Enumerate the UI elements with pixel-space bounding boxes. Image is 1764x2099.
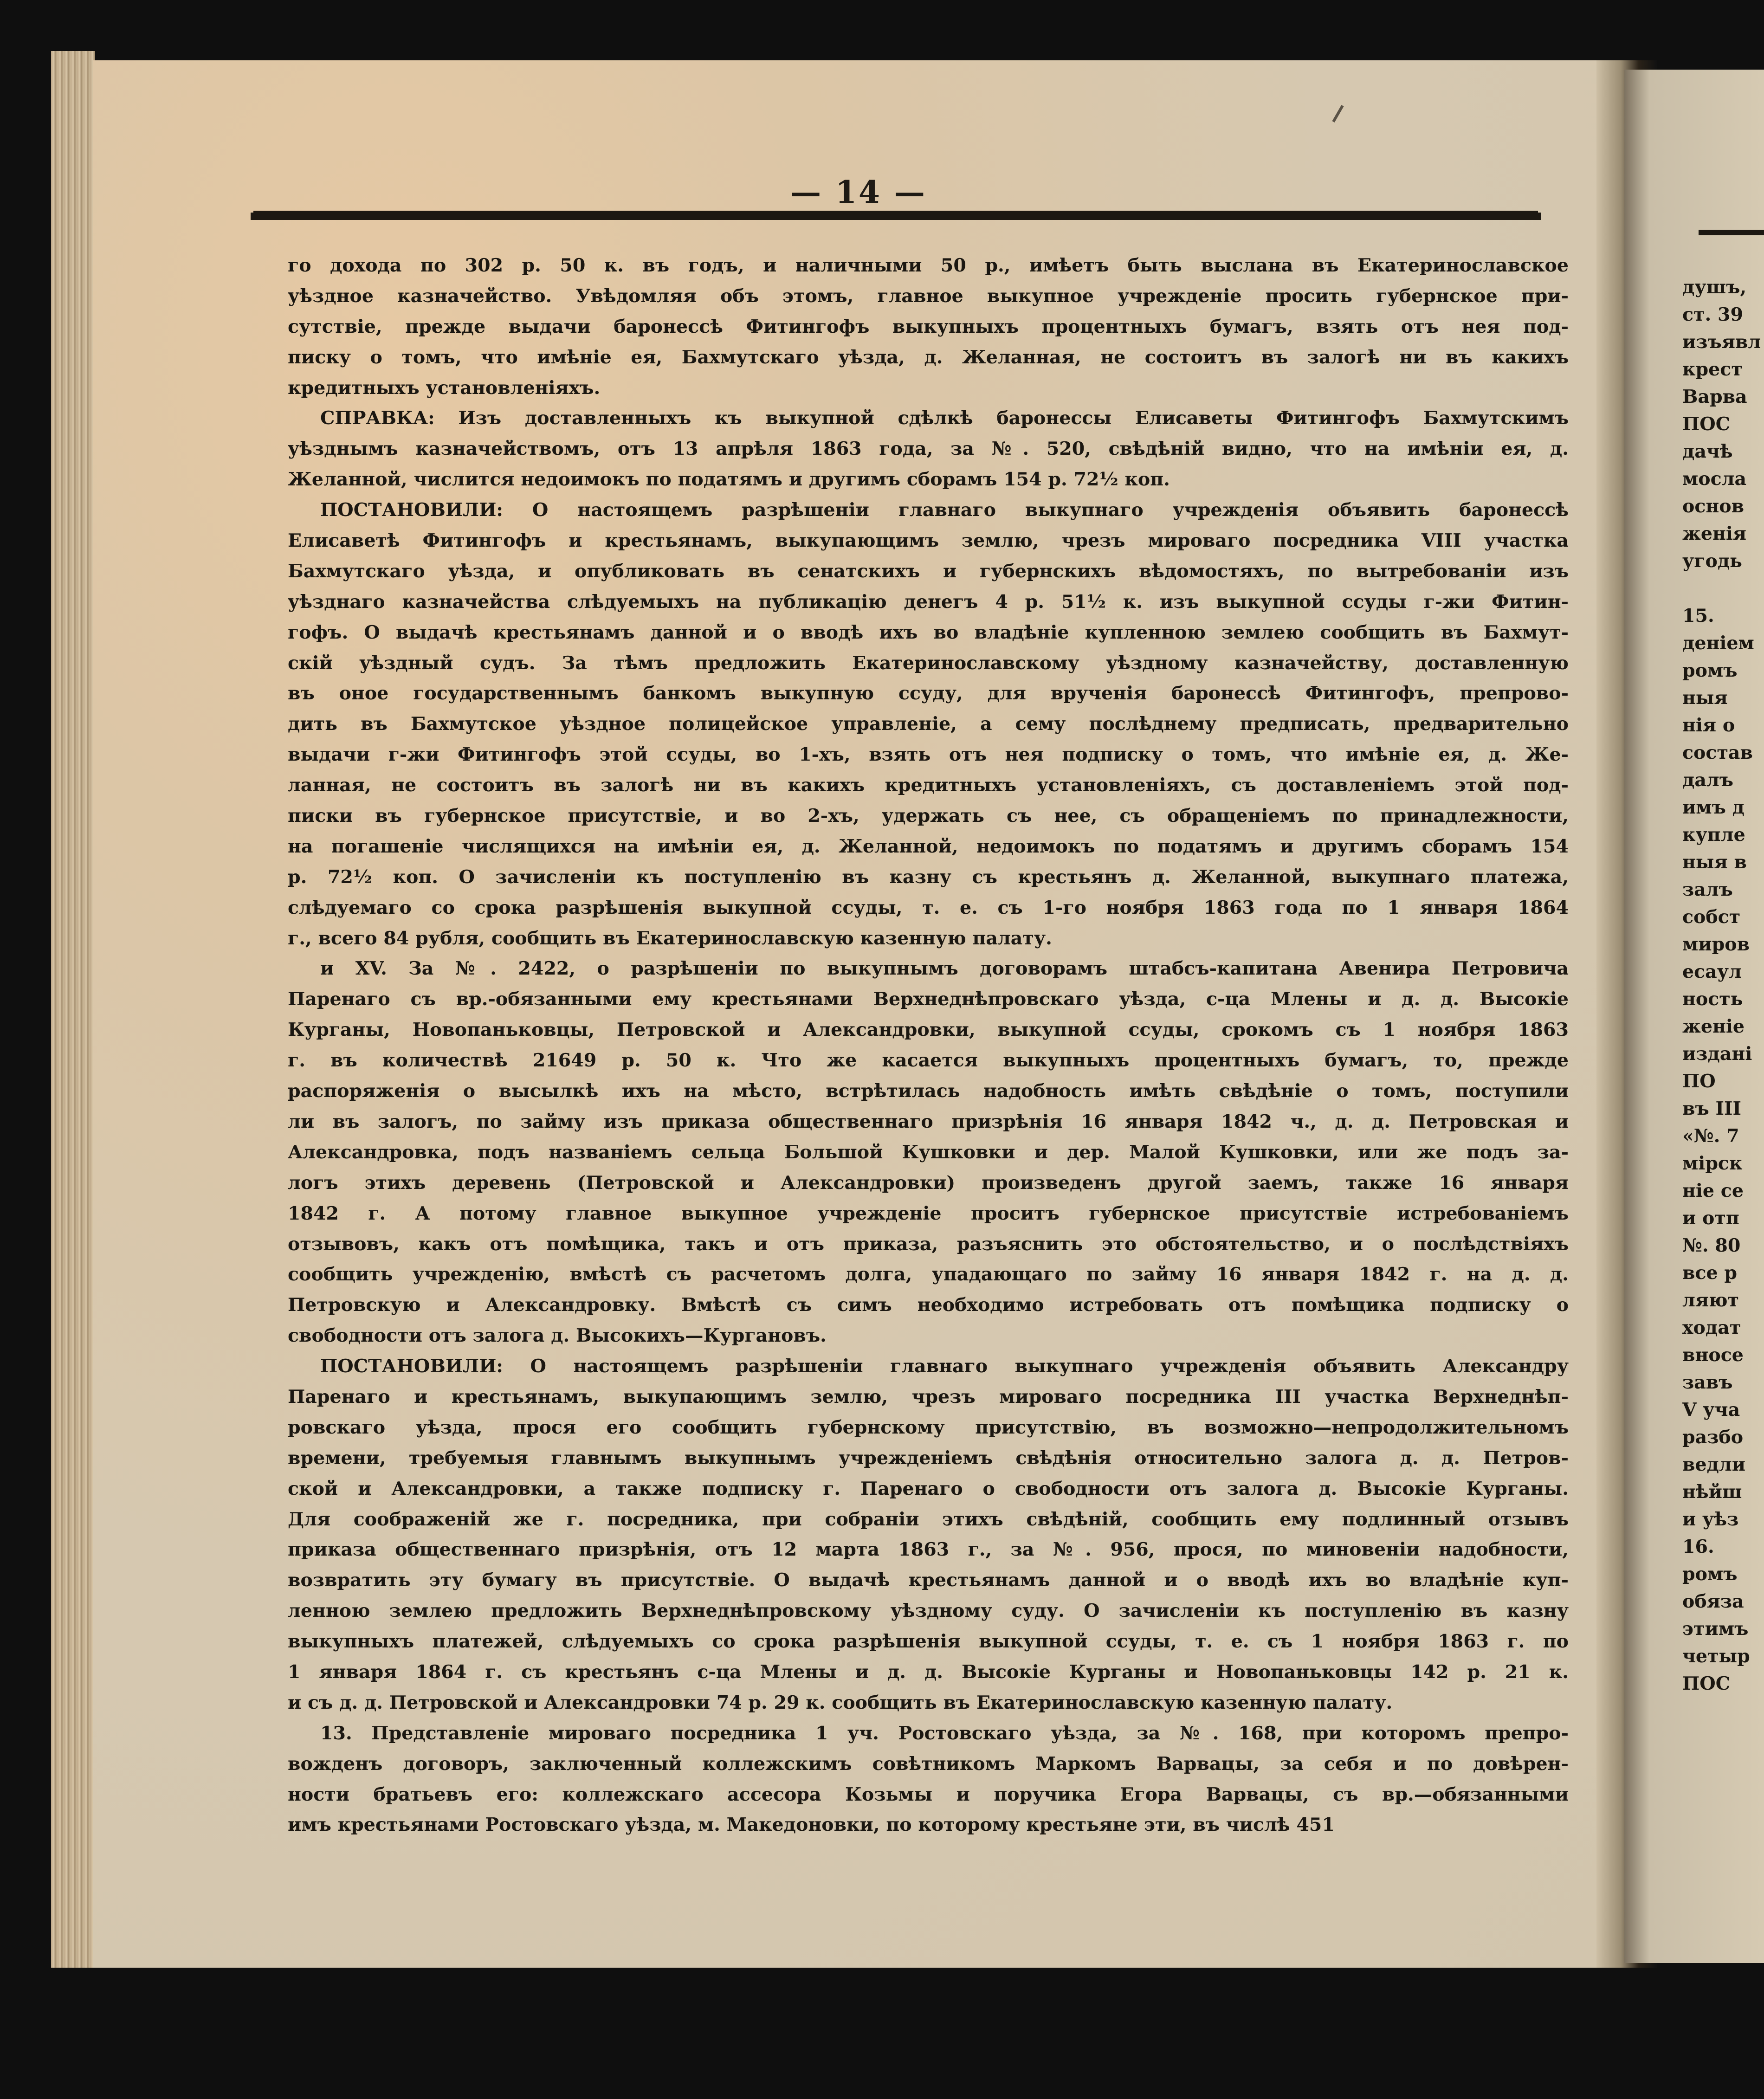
right-page-text-fragment (1682, 575, 1764, 602)
text-line: писки въ губернское присутствіе, и во 2-хъ, удержать съ нее, съ обращеніемъ по принадлежности, (288, 805, 1569, 827)
text-line: уѣзднаго казначейства слѣдуемыхъ на публикацію денегъ 4 р. 51½ к. изъ выкупной ссуды г-жи Фитин- (288, 591, 1569, 613)
text-line: ланная, не состоитъ въ залогѣ ни въ какихъ кредитныхъ установленіяхъ, съ доставленіемъ этой под- (288, 775, 1569, 796)
right-page-text-fragment: нія о (1682, 715, 1735, 736)
right-page-text-fragment: разбо (1682, 1427, 1744, 1448)
text-line: ровскаго уѣзда, прося его сообщить губернскому присутствію, въ возможно—непродолжительномъ (288, 1416, 1569, 1438)
text-line: ленною землею предложить Верхнеднѣпровскому уѣздному суду. О зачисленіи къ поступленію въ казну (288, 1600, 1569, 1622)
text-line: уѣзднымъ казначействомъ, отъ 13 апрѣля 1863 года, за №. 520, свѣдѣній видно, что на имѣніи ея, д. (288, 438, 1569, 460)
text-line: Для соображеній же г. посредника, при собраніи этихъ свѣдѣній, сообщить ему подлинный отзывъ (288, 1508, 1569, 1530)
text-line: ПОСТАНОВИЛИ: О настоящемъ разрѣшеніи главнаго выкупнаго учрежденія объявить баронессѣ (320, 499, 1569, 521)
text-line: ли въ залогъ, по займу изъ приказа общественнаго призрѣнія 16 января 1842 ч., д. д. Петровская и (288, 1111, 1569, 1132)
right-page-text-fragment: обяза (1682, 1591, 1744, 1612)
text-line: сообщить учрежденію, вмѣстѣ съ расчетомъ долга, упадающаго по займу 16 января 1842 г. на д. д. (288, 1264, 1569, 1285)
text-line: приказа общественнаго призрѣнія, отъ 12 марта 1863 г., за №. 956, прося, по миновеніи надобности, (288, 1539, 1569, 1561)
text-line: гофъ. О выдачѣ крестьянамъ данной и о вводѣ ихъ во владѣніе купленною землею сообщить въ Бахмут- (288, 621, 1569, 643)
text-line: Петровскую и Александровку. Вмѣстѣ съ симъ необходимо истребовать отъ помѣщика подписку о (288, 1294, 1569, 1316)
text-line: сутствіе, прежде выдачи баронессѣ Фитингофъ выкупныхъ процентныхъ бумагъ, взять отъ нея под- (288, 316, 1569, 337)
right-page-text-fragment: все р (1682, 1262, 1737, 1284)
text-line: выкупныхъ платежей, слѣдуемыхъ со срока разрѣшенія выкупной ссуды, т. е. съ 1 ноября 1863 г. по (288, 1631, 1569, 1653)
right-page-body-text (1682, 274, 1764, 1698)
text-line: логъ этихъ деревень (Петровской и Александровки) произведенъ другой заемъ, также 16 января (288, 1172, 1569, 1194)
right-page-text-fragment: деніем (1682, 633, 1754, 654)
right-page-text-fragment: собст (1682, 906, 1741, 928)
text-line: слѣдуемаго со срока разрѣшенія выкупной ссуды, т. е. съ 1-го ноября 1863 года по 1 января 1864 (288, 897, 1569, 918)
right-page-header-rule (1699, 230, 1764, 235)
right-page-text-fragment: изъявл (1682, 331, 1761, 353)
header-rule (251, 213, 1541, 220)
right-page-text-fragment: ходат (1682, 1317, 1741, 1338)
right-page-text-fragment: V уча (1682, 1399, 1740, 1421)
text-line: скій уѣздный судъ. За тѣмъ предложить Екатеринославскому уѣздному казначейству, доставленную (288, 652, 1569, 674)
text-line: 1 января 1864 г. съ крестьянъ с-ца Млены и д. д. Высокіе Курганы и Новопаньковцы 142 р. 21 к. (288, 1661, 1569, 1683)
text-line: кредитныхъ установленіяхъ. (288, 377, 601, 399)
text-line: свободности отъ залога д. Высокихъ—Кургановъ. (288, 1325, 827, 1347)
text-line: возвратить эту бумагу въ присутствіе. О выдачѣ крестьянамъ данной и о вводѣ ихъ во владѣніе куп- (288, 1569, 1569, 1591)
right-page-text-fragment: ляют (1682, 1290, 1739, 1311)
text-line: дить въ Бахмутское уѣздное полицейское управленіе, а сему послѣднему предписать, предварительно (288, 713, 1569, 735)
text-line: СПРАВКА: Изъ доставленныхъ къ выкупной сдѣлкѣ баронессы Елисаветы Фитингофъ Бахмутскимъ (320, 407, 1569, 429)
right-page-text-fragment: ныя (1682, 687, 1728, 709)
right-page-text-fragment: ромъ (1682, 1563, 1738, 1585)
right-page-text-fragment: вносе (1682, 1344, 1744, 1366)
text-line: 13. Представленіе мироваго посредника 1 уч. Ростовскаго уѣзда, за №. 168, при которомъ препро- (320, 1722, 1569, 1744)
right-page-text-fragment: ПОС (1682, 413, 1731, 435)
right-page-text-fragment: Варва (1682, 386, 1747, 407)
text-line: уѣздное казначейство. Увѣдомляя объ этомъ, главное выкупное учрежденіе просить губернское при- (288, 285, 1569, 307)
text-line: отзывовъ, какъ отъ помѣщика, такъ и отъ приказа, разъяснить это обстоятельство, и о послѣдствіяхъ (288, 1233, 1569, 1255)
right-page-text-fragment: и отп (1682, 1208, 1739, 1229)
right-page-text-fragment: 16. (1682, 1536, 1714, 1557)
right-page-text-fragment: дачѣ (1682, 441, 1733, 462)
right-page-text-fragment: четыр (1682, 1646, 1750, 1667)
right-page-text-fragment: душъ, (1682, 277, 1747, 298)
right-page-text-fragment: ведли (1682, 1454, 1746, 1475)
right-page-text-fragment: состав (1682, 742, 1753, 763)
book-page-edges (51, 51, 95, 1968)
text-line: ности братьевъ его: коллежскаго ассесора Козьмы и поручика Егора Варвацы, съ вр.—обязанными (288, 1783, 1569, 1805)
right-page-text-fragment: есаул (1682, 961, 1742, 982)
text-line: г. въ количествѣ 21649 р. 50 к. Что же касается выкупныхъ процентныхъ бумагъ, то, прежде (288, 1050, 1569, 1072)
text-line: имъ крестьянами Ростовскаго уѣзда, м. Македоновки, по которому крестьяне эти, въ числѣ 451 (288, 1814, 1335, 1836)
text-line: вожденъ договоръ, заключенный коллежскимъ совѣтникомъ Маркомъ Варвацы, за себя и по довѣрен- (288, 1753, 1569, 1775)
right-page-text-fragment: «№. 7 (1682, 1125, 1739, 1147)
text-line: Александровка, подъ названіемъ сельца Большой Кушковки и дер. Малой Кушковки, или же подъ за- (288, 1141, 1569, 1163)
right-page-text-fragment: въ III (1682, 1098, 1741, 1119)
right-page-text-fragment: купле (1682, 824, 1745, 846)
right-page-text-fragment: миров (1682, 934, 1750, 955)
text-line: г., всего 84 рубля, сообщить въ Екатеринославскую казенную палату. (288, 927, 1052, 949)
text-line: го дохода по 302 р. 50 к. въ годъ, и наличными 50 р., имѣетъ быть выслана въ Екатеринославское (288, 255, 1569, 276)
right-page-text-fragment: мосла (1682, 468, 1747, 490)
text-line: р. 72½ коп. О зачисленіи къ поступленію въ казну съ крестьянъ д. Желанной, выкупнаго платежа, (288, 866, 1569, 888)
right-page-text-fragment: ПО (1682, 1071, 1716, 1092)
text-line: ПОСТАНОВИЛИ: О настоящемъ разрѣшеніи главнаго выкупнаго учрежденія объявить Александру (320, 1356, 1569, 1377)
right-page-text-fragment: ПОС (1682, 1673, 1731, 1694)
text-line: Паренаго и крестьянамъ, выкупающимъ землю, чрезъ мироваго посредника III участка Верхнеднѣп- (288, 1386, 1569, 1408)
text-line: и XV. За №. 2422, о разрѣшеніи по выкупнымъ договорамъ штабсъ-капитана Авенира Петровича (320, 958, 1569, 980)
right-page-text-fragment: №. 80 (1682, 1235, 1741, 1256)
text-line: выдачи г-жи Фитингофъ этой ссуды, во 1-хъ, взять отъ нея подписку о томъ, что имѣніе ея, д. Же- (288, 744, 1569, 766)
text-line: Паренаго съ вр.-обязанными ему крестьянами Верхнеднѣпровскаго уѣзда, с-ца Млены и д. д. Высокіе (288, 988, 1569, 1010)
text-line: писку о томъ, что имѣніе ея, Бахмутскаго уѣзда, д. Желанная, не состоитъ въ залогѣ ни въ какихъ (288, 346, 1569, 368)
right-page-text-fragment: нѣйш (1682, 1481, 1742, 1503)
page-number: — 14 — (790, 174, 927, 210)
right-page-text-fragment: 15. (1682, 605, 1714, 626)
right-page-text-fragment: завъ (1682, 1372, 1733, 1393)
right-page-text-fragment: далъ (1682, 769, 1734, 791)
text-line: на погашеніе числящихся на имѣніи ея, д. Желанной, недоимокъ по податямъ и другимъ сборамъ 154 (288, 835, 1569, 857)
text-line: 1842 г. А потому главное выкупное учрежденіе проситъ губернское присутствіе истребованіемъ (288, 1202, 1569, 1224)
right-page-text-fragment: крест (1682, 359, 1743, 380)
right-page-text-fragment: этимъ (1682, 1618, 1749, 1640)
right-page-text-fragment: имъ д (1682, 797, 1745, 818)
right-page-text-fragment: и уѣз (1682, 1509, 1739, 1530)
right-page-text-fragment: ныя в (1682, 852, 1747, 873)
text-line: и съ д. д. Петровской и Александровки 74 р. 29 к. сообщить въ Екатеринославскую казенную палату. (288, 1692, 1393, 1713)
right-page-text-fragment: ромъ (1682, 660, 1738, 681)
right-page-text-fragment: женіе (1682, 1016, 1745, 1037)
right-page-text-fragment: основ (1682, 496, 1745, 517)
right-page-text-fragment: изданi (1682, 1043, 1752, 1065)
text-line: времени, требуемыя главнымъ выкупнымъ учрежденіемъ свѣдѣнія относительно залога д. д. Петров- (288, 1447, 1569, 1469)
text-line: ской и Александровки, а также подписку г. Паренаго о свободности отъ залога д. Высокіе Курганы. (288, 1478, 1569, 1499)
text-line: Курганы, Новопаньковцы, Петровской и Александровки, выкупной ссуды, срокомъ съ 1 ноября 1863 (288, 1019, 1569, 1041)
text-line: въ оное государственнымъ банкомъ выкупную ссуду, для врученія баронессѣ Фитингофъ, препрово- (288, 683, 1569, 704)
right-page-text-fragment: залъ (1682, 879, 1733, 900)
text-line: Желанной, числится недоимокъ по податямъ и другимъ сборамъ 154 р. 72½ коп. (288, 469, 1170, 491)
left-page-body-text (288, 251, 1569, 1841)
text-line: распоряженія о высылкѣ ихъ на мѣсто, встрѣтилась надобность имѣть свѣдѣніе о томъ, поступили (288, 1080, 1569, 1102)
right-page-text-fragment: угодь (1682, 550, 1742, 572)
right-page-text-fragment: мірск (1682, 1153, 1743, 1174)
right-page-text-fragment: ст. 39 (1682, 304, 1743, 325)
text-line: Елисаветѣ Фитингофъ и крестьянамъ, выкупающимъ землю, чрезъ мироваго посредника VIII участка (288, 530, 1569, 552)
text-line: Бахмутскаго уѣзда, и опубликовать въ сенатскихъ и губернскихъ вѣдомостяхъ, по вытребованіи изъ (288, 560, 1569, 582)
right-page-text-fragment: ніе се (1682, 1180, 1744, 1201)
right-page-text-fragment: ность (1682, 988, 1743, 1010)
right-page-text-fragment: женія (1682, 523, 1747, 544)
